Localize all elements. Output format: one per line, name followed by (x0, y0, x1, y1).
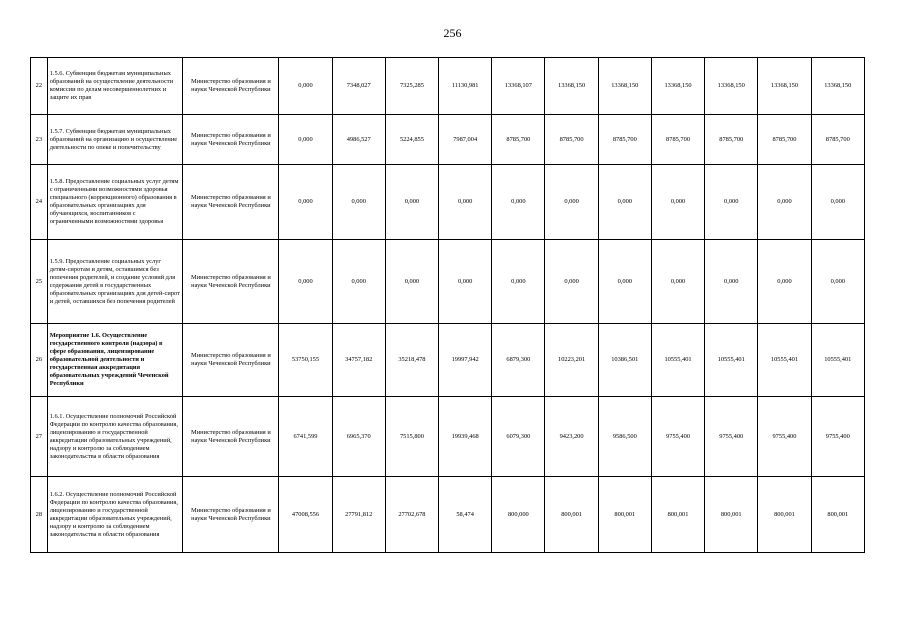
funding-value: 34757,182 (332, 324, 385, 397)
funding-value: 0,000 (279, 165, 332, 240)
funding-value: 0,000 (439, 165, 492, 240)
funding-value: 13368,150 (545, 58, 598, 115)
row-index: 22 (31, 58, 48, 115)
funding-value: 13368,150 (758, 58, 811, 115)
row-index: 25 (31, 240, 48, 324)
table-row (31, 397, 865, 477)
funding-value: 9755,400 (651, 397, 704, 477)
funding-value: 4986,527 (332, 115, 385, 165)
funding-value: 800,001 (598, 477, 651, 553)
measure-name: 1.5.9. Предоставление социальных услуг детям-сиротам и детям, оставшимся без попечения родителей, и создание условий для содержания детей в государственных образовательных организациях для детей-сирот и детей, оставшихся без попечения родителей (47, 240, 183, 324)
funding-value: 47008,556 (279, 477, 332, 553)
measure-name: 1.6.1. Осуществление полномочий Российской Федерации по контролю качества образования, лицензированию и государственной аккредитации образовательных учреждений, надзору и контролю за соблюдением законодательства в области образования (47, 397, 183, 477)
funding-value: 13368,150 (705, 58, 758, 115)
funding-value: 0,000 (598, 240, 651, 324)
table-row (31, 58, 865, 115)
measure-name: 1.5.6. Субвенции бюджетам муниципальных образований на осуществление деятельности комиссии по делам несовершеннолетних и защите их прав (47, 58, 183, 115)
responsible-org: Министерство образования и науки Чеченской Республики (183, 324, 279, 397)
funding-value: 10555,401 (705, 324, 758, 397)
measure-name: 1.6.2. Осуществление полномочий Российской Федерации по контролю качества образования, лицензированию и государственной аккредитации образовательных учреждений, надзору и контролю за соблюдением законодательства в области образования (47, 477, 183, 553)
funding-value: 8785,700 (545, 115, 598, 165)
funding-value: 10555,401 (758, 324, 811, 397)
funding-value: 0,000 (545, 165, 598, 240)
responsible-org: Министерство образования и науки Чеченской Республики (183, 58, 279, 115)
funding-value: 6079,300 (492, 397, 545, 477)
responsible-org: Министерство образования и науки Чеченской Республики (183, 240, 279, 324)
funding-value: 9755,400 (705, 397, 758, 477)
funding-value: 8785,700 (598, 115, 651, 165)
responsible-org: Министерство образования и науки Чеченской Республики (183, 477, 279, 553)
funding-value: 0,000 (279, 58, 332, 115)
funding-value: 10555,401 (651, 324, 704, 397)
funding-value: 800,001 (651, 477, 704, 553)
page-number: 256 (443, 26, 462, 40)
table-row (31, 240, 865, 324)
funding-value: 0,000 (758, 165, 811, 240)
funding-value: 19997,942 (439, 324, 492, 397)
funding-value: 13368,150 (598, 58, 651, 115)
funding-value: 7348,027 (332, 58, 385, 115)
funding-value: 7515,800 (385, 397, 438, 477)
funding-value: 0,000 (492, 240, 545, 324)
funding-value: 6741,599 (279, 397, 332, 477)
funding-value: 800,001 (811, 477, 864, 553)
funding-value: 35218,478 (385, 324, 438, 397)
responsible-org: Министерство образования и науки Чеченской Республики (183, 165, 279, 240)
table-row (31, 115, 865, 165)
row-index: 23 (31, 115, 48, 165)
funding-value: 0,000 (385, 240, 438, 324)
funding-value: 0,000 (598, 165, 651, 240)
funding-value: 0,000 (279, 240, 332, 324)
funding-value: 0,000 (385, 165, 438, 240)
funding-value: 6879,300 (492, 324, 545, 397)
funding-value: 13368,107 (492, 58, 545, 115)
funding-value: 0,000 (651, 165, 704, 240)
funding-value: 10223,201 (545, 324, 598, 397)
funding-value: 13368,150 (651, 58, 704, 115)
funding-value: 8785,700 (492, 115, 545, 165)
funding-value: 0,000 (492, 165, 545, 240)
funding-value: 0,000 (332, 165, 385, 240)
funding-value: 0,000 (439, 240, 492, 324)
funding-value: 0,000 (332, 240, 385, 324)
responsible-org: Министерство образования и науки Чеченской Республики (183, 115, 279, 165)
funding-value: 11130,981 (439, 58, 492, 115)
funding-value: 53750,155 (279, 324, 332, 397)
funding-value: 9423,200 (545, 397, 598, 477)
funding-value: 9755,400 (811, 397, 864, 477)
funding-value: 0,000 (705, 240, 758, 324)
funding-value: 0,000 (811, 165, 864, 240)
funding-value: 800,001 (758, 477, 811, 553)
funding-value: 8785,700 (811, 115, 864, 165)
funding-value: 9755,400 (758, 397, 811, 477)
funding-value: 0,000 (811, 240, 864, 324)
funding-value: 8785,700 (758, 115, 811, 165)
funding-value: 0,000 (279, 115, 332, 165)
table-row (31, 324, 865, 397)
funding-value: 10386,501 (598, 324, 651, 397)
table-body (31, 58, 865, 553)
funding-value: 58,474 (439, 477, 492, 553)
funding-value: 8785,700 (705, 115, 758, 165)
funding-value: 0,000 (545, 240, 598, 324)
funding-value: 9586,500 (598, 397, 651, 477)
funding-value: 5224,855 (385, 115, 438, 165)
row-index: 26 (31, 324, 48, 397)
funding-value: 19939,468 (439, 397, 492, 477)
funding-value: 10555,401 (811, 324, 864, 397)
funding-value: 800,001 (705, 477, 758, 553)
funding-value: 8785,700 (651, 115, 704, 165)
funding-value: 0,000 (758, 240, 811, 324)
measure-name: 1.5.8. Предоставление социальных услуг детям с ограниченными возможностями здоровья специального (коррекционного) образования в образовательных организациях для обучающихся, воспитанников с ограниченными возможностями здоровья (47, 165, 183, 240)
funding-value: 13368,150 (811, 58, 864, 115)
table-row (31, 165, 865, 240)
funding-value: 27791,812 (332, 477, 385, 553)
row-index: 24 (31, 165, 48, 240)
funding-value: 800,001 (545, 477, 598, 553)
measure-name: Мероприятие 1.6. Осуществление государственного контроля (надзора) в сфере образования, лицензирование образовательной деятельности и государственная аккредитация образовательных учреждений Чеченской Республики (47, 324, 183, 397)
responsible-org: Министерство образования и науки Чеченской Республики (183, 397, 279, 477)
funding-value: 800,000 (492, 477, 545, 553)
table-row (31, 477, 865, 553)
measure-name: 1.5.7. Субвенции бюджетам муниципальных образований на организацию и осуществление деятельности по опеке и попечительству (47, 115, 183, 165)
funding-value: 7987,004 (439, 115, 492, 165)
funding-value: 0,000 (651, 240, 704, 324)
funding-value: 7325,285 (385, 58, 438, 115)
row-index: 28 (31, 477, 48, 553)
row-index: 27 (31, 397, 48, 477)
funding-value: 0,000 (705, 165, 758, 240)
budget-table (30, 57, 865, 553)
funding-value: 6965,370 (332, 397, 385, 477)
funding-value: 27702,678 (385, 477, 438, 553)
